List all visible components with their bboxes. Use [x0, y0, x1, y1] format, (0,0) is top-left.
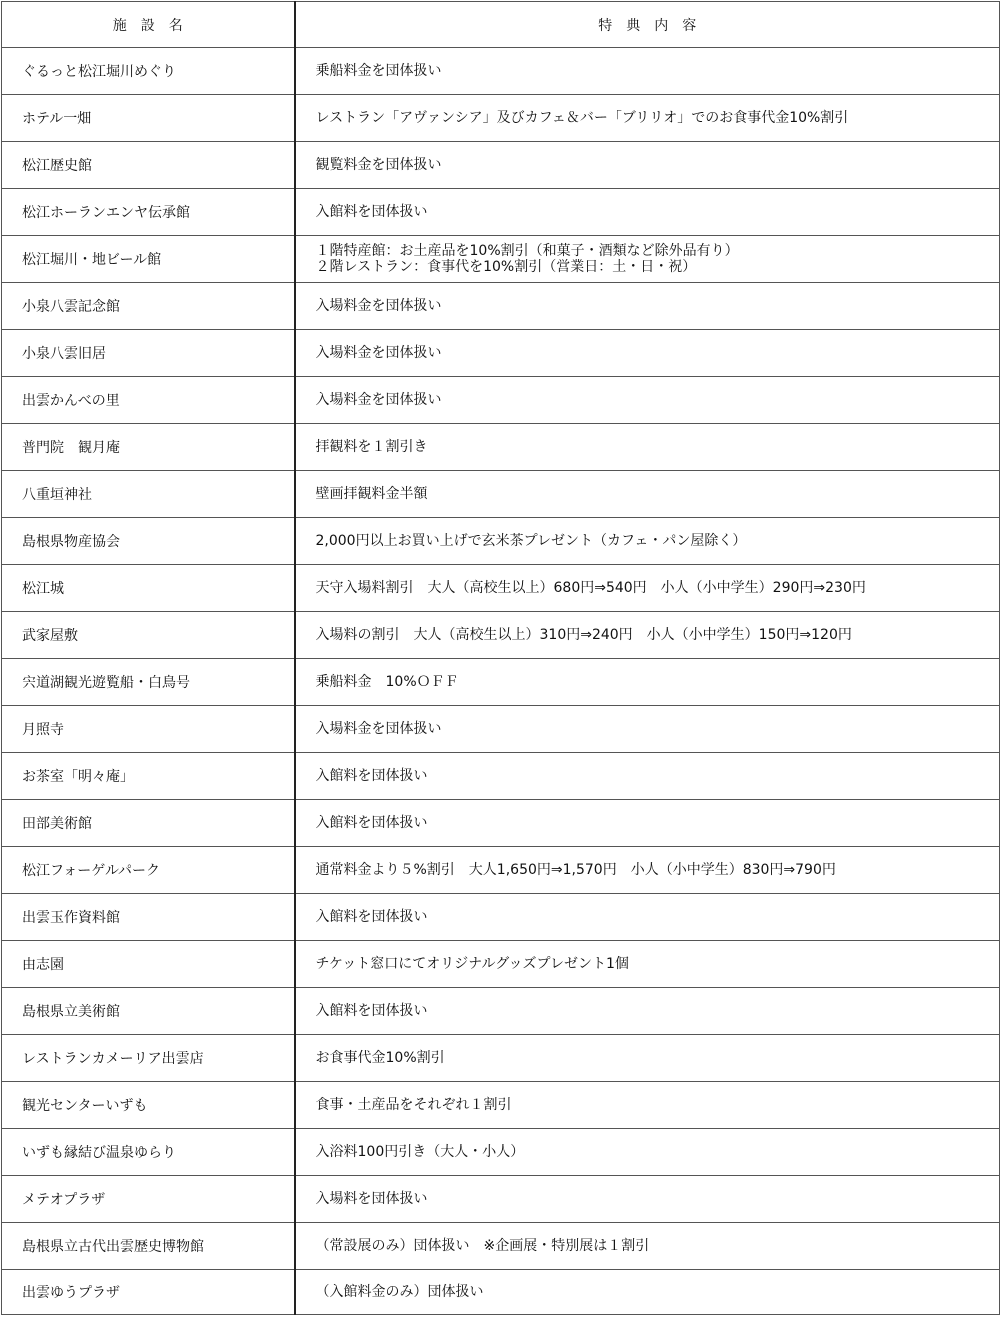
- benefit-text: ２階レストラン：食事代を10%割引（営業日：土・日・祝）: [315, 259, 697, 275]
- benefit-text: チケット窓口にてオリジナルグッズプレゼント1個: [315, 956, 629, 972]
- benefit-cell: [295, 48, 1000, 95]
- benefit-text: 入館料を団体扱い: [315, 815, 428, 831]
- benefit-text: （常設展のみ）団体扱い ※企画展・特別展は１割引: [315, 1238, 650, 1254]
- table-row: [2, 236, 1000, 283]
- benefit-text: １階特産館：お土産品を10%割引（和菓子・酒類など除外品有り）: [315, 243, 739, 259]
- table-row: [2, 1270, 1000, 1315]
- benefit-cell: [295, 1082, 1000, 1129]
- benefit-cell: [295, 330, 1000, 377]
- benefit-text: 観覧料金を団体扱い: [315, 157, 442, 173]
- table-row: [2, 847, 1000, 894]
- facility-name-cell: 出雲かんべの里: [2, 377, 295, 424]
- facility-name-cell: 八重垣神社: [2, 471, 295, 518]
- benefit-text: 入館料を団体扱い: [315, 909, 428, 925]
- table-row: [2, 471, 1000, 518]
- table-row: [2, 753, 1000, 800]
- facility-name-cell: 出雲玉作資料館: [2, 894, 295, 941]
- facility-name-cell: 観光センターいずも: [2, 1082, 295, 1129]
- benefit-text: 食事・土産品をそれぞれ１割引: [315, 1097, 512, 1113]
- benefit-cell: [295, 424, 1000, 471]
- table-body: [2, 48, 1000, 1315]
- table-row: [2, 424, 1000, 471]
- benefit-text: 入浴料100円引き（大人・小人）: [315, 1144, 525, 1160]
- table-header-row: [2, 2, 1000, 48]
- benefit-cell: [295, 518, 1000, 565]
- facility-name-cell: 小泉八雲記念館: [2, 283, 295, 330]
- benefit-text: 乗船料金を団体扱い: [315, 63, 442, 79]
- facility-name-cell: 由志園: [2, 941, 295, 988]
- benefit-cell: [295, 1129, 1000, 1176]
- facility-name-cell: 小泉八雲旧居: [2, 330, 295, 377]
- benefit-text: 入館料を団体扱い: [315, 768, 428, 784]
- table-row: [2, 330, 1000, 377]
- benefit-cell: [295, 753, 1000, 800]
- facility-name-cell: 普門院 観月庵: [2, 424, 295, 471]
- facility-name-cell: 松江城: [2, 565, 295, 612]
- benefit-cell: [295, 847, 1000, 894]
- benefit-cell: [295, 941, 1000, 988]
- table-row: [2, 1035, 1000, 1082]
- benefit-cell: [295, 377, 1000, 424]
- benefit-cell: [295, 471, 1000, 518]
- benefit-cell: [295, 988, 1000, 1035]
- table-row: [2, 95, 1000, 142]
- benefit-cell: [295, 565, 1000, 612]
- facility-name-cell: 松江堀川・地ビール館: [2, 236, 295, 283]
- benefits-table: [1, 1, 1000, 1315]
- benefit-cell: [295, 659, 1000, 706]
- facility-name-cell: お茶室「明々庵」: [2, 753, 295, 800]
- table-row: [2, 377, 1000, 424]
- benefit-cell: [295, 1176, 1000, 1223]
- table-row: [2, 142, 1000, 189]
- benefit-text: レストラン「アヴァンシア」及びカフェ＆バー「ブリリオ」でのお食事代金10%割引: [315, 110, 849, 126]
- facility-name-cell: 島根県物産協会: [2, 518, 295, 565]
- benefit-cell: [295, 800, 1000, 847]
- table-row: [2, 988, 1000, 1035]
- facility-name-cell: 月照寺: [2, 706, 295, 753]
- facility-name-cell: 島根県立古代出雲歴史博物館: [2, 1223, 295, 1270]
- facility-name-cell: 松江フォーゲルパーク: [2, 847, 295, 894]
- benefit-cell: [295, 1223, 1000, 1270]
- benefit-text: 拝観料を１割引き: [315, 439, 428, 455]
- benefit-cell: [295, 706, 1000, 753]
- table-row: [2, 189, 1000, 236]
- table-row: [2, 612, 1000, 659]
- table-row: [2, 1129, 1000, 1176]
- facility-name-cell: 宍道湖観光遊覧船・白鳥号: [2, 659, 295, 706]
- benefit-text: 壁画拝観料金半額: [315, 486, 428, 502]
- benefit-text: 入場料金を団体扱い: [315, 721, 442, 737]
- benefit-cell: [295, 612, 1000, 659]
- benefit-cell: [295, 1270, 1000, 1315]
- table-row: [2, 1082, 1000, 1129]
- benefit-text: 入館料を団体扱い: [315, 204, 428, 220]
- benefit-text: お食事代金10%割引: [315, 1050, 445, 1066]
- facility-name-cell: メテオプラザ: [2, 1176, 295, 1223]
- table-row: [2, 518, 1000, 565]
- benefit-cell: [295, 189, 1000, 236]
- benefit-column-header: 特典内容: [295, 2, 1000, 48]
- facility-name-cell: 田部美術館: [2, 800, 295, 847]
- benefit-text: 2,000円以上お買い上げで玄米茶プレゼント（カフェ・パン屋除く）: [315, 533, 747, 549]
- benefit-text: 通常料金より５%割引 大人1,650円⇒1,570円 小人（小中学生）830円⇒790円: [315, 862, 836, 878]
- benefit-text: 入場料金を団体扱い: [315, 345, 442, 361]
- facility-name-cell: いずも縁結び温泉ゆらり: [2, 1129, 295, 1176]
- benefit-text: 入場料の割引 大人（高校生以上）310円⇒240円 小人（小中学生）150円⇒120円: [315, 627, 852, 643]
- facility-name-cell: 松江歴史館: [2, 142, 295, 189]
- benefit-text: 入場料を団体扱い: [315, 1191, 428, 1207]
- table-row: [2, 283, 1000, 330]
- table-row: [2, 706, 1000, 753]
- table-row: [2, 941, 1000, 988]
- benefit-cell: [295, 95, 1000, 142]
- benefit-text: 入場料金を団体扱い: [315, 392, 442, 408]
- facility-name-cell: 出雲ゆうプラザ: [2, 1270, 295, 1315]
- facility-name-cell: レストランカメーリア出雲店: [2, 1035, 295, 1082]
- table-row: [2, 659, 1000, 706]
- facility-name-cell: ぐるっと松江堀川めぐり: [2, 48, 295, 95]
- benefit-text: 入場料金を団体扱い: [315, 298, 442, 314]
- benefit-text: 入館料を団体扱い: [315, 1003, 428, 1019]
- table-row: [2, 48, 1000, 95]
- table-row: [2, 1223, 1000, 1270]
- table-row: [2, 800, 1000, 847]
- benefit-cell: [295, 1035, 1000, 1082]
- benefit-cell: [295, 894, 1000, 941]
- benefit-text: 天守入場料割引 大人（高校生以上）680円⇒540円 小人（小中学生）290円⇒230円: [315, 580, 866, 596]
- facility-column-header: 施設名: [2, 2, 295, 48]
- benefit-text: 乗船料金 10%ＯＦＦ: [315, 674, 459, 690]
- facility-name-cell: ホテル一畑: [2, 95, 295, 142]
- benefit-cell: [295, 283, 1000, 330]
- table-row: [2, 565, 1000, 612]
- benefit-text: （入館料金のみ）団体扱い: [315, 1284, 484, 1300]
- facility-name-cell: 武家屋敷: [2, 612, 295, 659]
- table-row: [2, 1176, 1000, 1223]
- facility-name-cell: 松江ホーランエンヤ伝承館: [2, 189, 295, 236]
- benefit-cell: [295, 142, 1000, 189]
- table-row: [2, 894, 1000, 941]
- benefit-cell: [295, 236, 1000, 283]
- facility-name-cell: 島根県立美術館: [2, 988, 295, 1035]
